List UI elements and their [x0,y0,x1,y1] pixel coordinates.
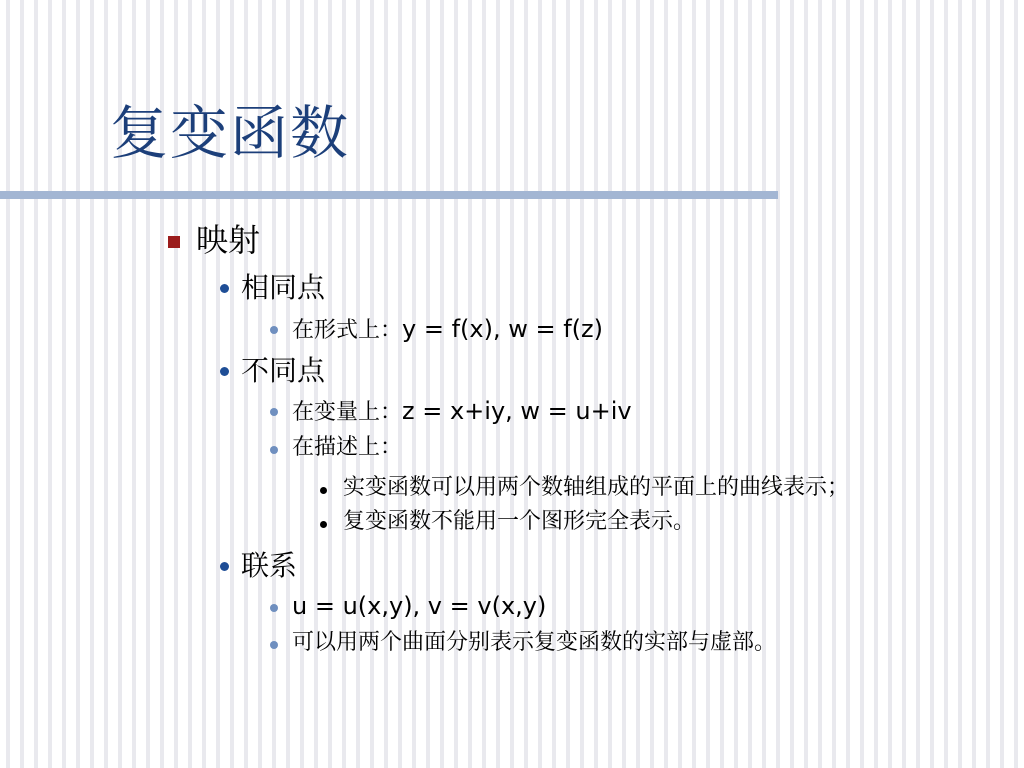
dot-bullet-icon [270,604,278,612]
slide-title: 复变函数 [110,99,351,167]
title-underline [0,191,778,199]
bullet-level4: 实变函数可以用两个数轴组成的平面上的曲线表示； [343,475,850,500]
bullet-level2: 相同点 [241,271,326,304]
bullet-level3 [292,317,603,342]
dot-bullet-icon [220,562,229,571]
bullet-prefix: 在形式上： [292,318,403,343]
bullet-level3: 可以用两个曲面分别表示复变函数的实部与虚部。 [292,630,777,655]
dot-bullet-icon [270,641,278,649]
formula: z = x+iy, w = u+iv [402,397,632,425]
formula: u = u(x,y), v = v(x,y) [292,592,547,620]
square-bullet-icon [168,236,180,248]
dot-bullet-icon [270,408,278,416]
bullet-level2: 不同点 [241,354,326,387]
dot-bullet-icon [220,284,229,293]
dot-bullet-icon [320,487,327,494]
bullet-prefix: 在变量上： [292,400,403,425]
bullet-level3 [292,594,546,619]
dot-bullet-icon [320,521,327,528]
bullet-level3 [292,399,632,424]
bullet-level1: 映射 [196,221,261,259]
dot-bullet-icon [220,367,229,376]
dot-bullet-icon [270,326,278,334]
formula: y = f(x), w = f(z) [402,315,603,343]
bullet-level3: 在描述上： [292,435,403,460]
bullet-level2: 联系 [241,549,298,582]
bullet-level4: 复变函数不能用一个图形完全表示。 [343,509,696,534]
dot-bullet-icon [270,446,278,454]
